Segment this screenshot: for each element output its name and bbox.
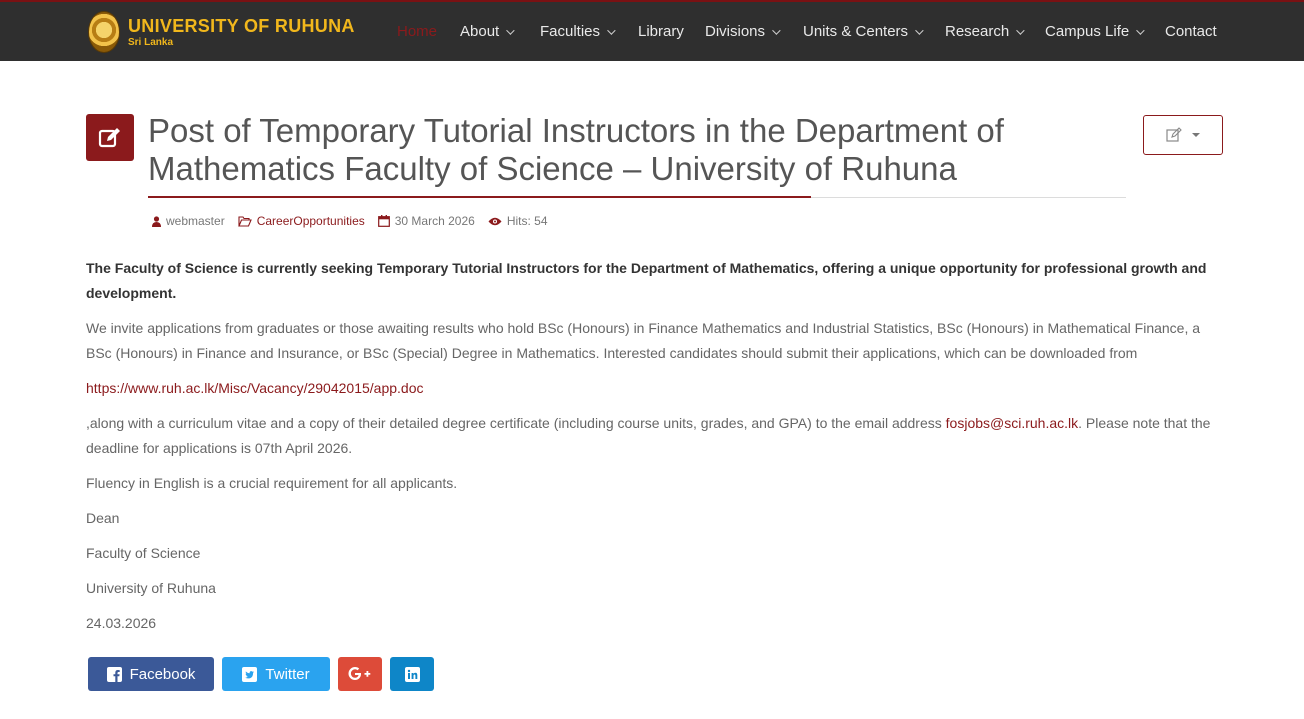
article-meta [152, 212, 561, 230]
nav-home-label: Home [397, 23, 438, 40]
nav-faculties-label: Faculties [540, 23, 601, 40]
chevron-down-icon [1016, 26, 1024, 34]
eye-icon [488, 217, 502, 226]
folder-open-icon [238, 216, 252, 227]
chevron-down-icon [1136, 26, 1144, 34]
share-twitter-button[interactable] [222, 657, 330, 691]
site-logo[interactable] [88, 10, 355, 54]
logo-text [128, 17, 355, 48]
title-accent-underline [148, 196, 811, 198]
chevron-down-icon [772, 26, 780, 34]
logo-name: UNIVERSITY OF RUHUNA [128, 15, 355, 36]
email-link[interactable]: fosjobs@sci.ruh.ac.lk [945, 415, 1079, 431]
share-facebook-button[interactable] [88, 657, 214, 691]
chevron-down-icon [915, 26, 923, 34]
share-twitter-label: Twitter [265, 665, 310, 683]
nav-faculties[interactable] [540, 2, 613, 61]
nav-contact[interactable] [1165, 2, 1217, 61]
chevron-down-icon [607, 26, 615, 34]
nav-divisions[interactable] [705, 2, 778, 61]
application-link-paragraph [86, 376, 1226, 401]
submission-text: ,along with a curriculum vitae and a copy of their detailed degree certificate (including course units, grades, and GPA) to the email address [86, 415, 946, 431]
nav-library[interactable] [638, 2, 684, 61]
meta-date [378, 214, 475, 228]
twitter-icon [242, 667, 257, 682]
article-paragraph-language: Fluency in English is a crucial requirement for all applicants. [86, 475, 458, 491]
share-facebook-label: Facebook [129, 665, 196, 683]
article-title: Post of Temporary Tutorial Instructors in the Department of Mathematics Faculty of Science – University of Ruhuna [148, 112, 1004, 187]
share-google-plus-button[interactable] [338, 657, 382, 691]
logo-subtitle: Sri Lanka [128, 36, 174, 48]
signature-university: University of Ruhuna [86, 580, 216, 596]
nav-library-label: Library [638, 23, 684, 40]
chevron-down-icon [506, 26, 514, 34]
deadline-text: . Please note that the deadline for applications is 07th April 2026. [86, 415, 1211, 456]
university-seal-icon [88, 11, 120, 53]
pencil-square-icon [86, 114, 134, 161]
signature-faculty: Faculty of Science [86, 545, 201, 561]
nav-units-centers-label: Units & Centers [803, 23, 909, 40]
meta-hits [488, 214, 548, 228]
nav-research[interactable] [945, 2, 1022, 61]
article-lead: The Faculty of Science is currently seeking Temporary Tutorial Instructors for the Department of Mathematics, offering a unique opportunity for professional growth and development. [86, 260, 1207, 301]
meta-category[interactable] [238, 214, 365, 228]
edit-icon [1166, 127, 1182, 143]
nav-research-label: Research [945, 23, 1010, 40]
meta-hits-label: Hits: 54 [506, 214, 548, 228]
nav-about[interactable] [460, 2, 512, 61]
article-tools-dropdown[interactable] [1143, 115, 1223, 155]
share-linkedin-button[interactable] [390, 657, 434, 691]
meta-category-link[interactable]: CareerOpportunities [256, 214, 365, 228]
nav-divisions-label: Divisions [705, 23, 766, 40]
nav-about-label: About [460, 23, 500, 40]
nav-campus-life[interactable] [1045, 2, 1142, 61]
caret-down-icon [1192, 133, 1200, 137]
meta-author-label: webmaster [166, 214, 225, 228]
signature-date: 24.03.2026 [86, 615, 157, 631]
nav-home[interactable] [397, 2, 437, 61]
article-paragraph-eligibility: We invite applications from graduates or those awaiting results who hold BSc (Honours) in Finance Mathematics and Industrial Statistics, BSc (Honours) in Mathematical Finance, a BSc (Honours) in Finance and Insurance, or BSc (Special) Degree in Mathematics. Interested candidates should submit their applications, which can be downloaded from [86, 320, 1201, 361]
facebook-icon [107, 667, 122, 682]
top-navbar [0, 0, 1304, 61]
meta-author [152, 214, 225, 228]
user-icon [152, 216, 161, 227]
google-plus-icon [348, 667, 372, 681]
calendar-icon [378, 215, 390, 227]
nav-campus-life-label: Campus Life [1045, 23, 1130, 40]
signature-title: Dean [86, 510, 120, 526]
application-form-link[interactable]: https://www.ruh.ac.lk/Misc/Vacancy/29042015/app.doc [86, 380, 424, 396]
nav-contact-label: Contact [1165, 23, 1217, 40]
article-paragraph-submission [86, 411, 1226, 461]
nav-units-centers[interactable] [803, 2, 921, 61]
article-body [86, 256, 1226, 646]
meta-date-label: 30 March 2026 [394, 214, 475, 228]
linkedin-icon [405, 667, 420, 682]
